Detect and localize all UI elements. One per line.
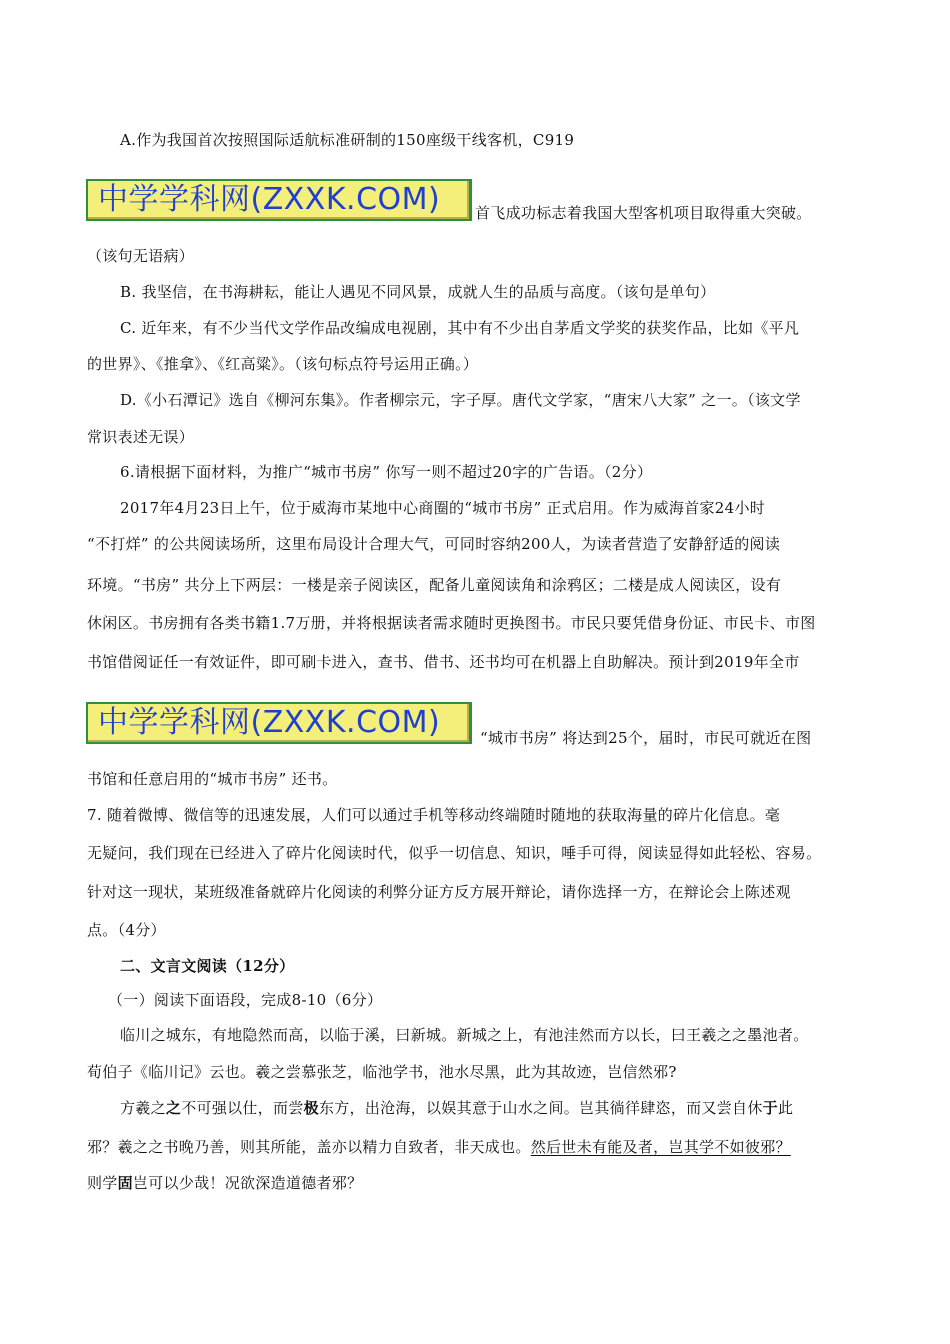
material-line: 书馆和任意启用的“城市书房” 还书。 <box>87 770 338 788</box>
material-line: “不打烊” 的公共阅读场所，这里布局设计合理大气，可同时容纳200人，为读者营造了安静舒适的阅读 <box>87 535 781 553</box>
watermark-logo: 中学学科网(ZXXK.COM) <box>86 179 472 221</box>
bold-character: 极 <box>303 1099 319 1117</box>
line-d: D.《小石潭记》选自《柳河东集》。作者柳宗元，字子厚。唐代文学家，“唐宋八大家” 之一。（该文学 <box>120 391 801 409</box>
question-7-line: 点。（4分） <box>87 921 166 939</box>
material-line: 书馆借阅证任一有效证件，即可刷卡进入，查书、借书、还书均可在机器上自助解决。预计到2019年全市 <box>87 653 800 671</box>
material-line: 环境。“书房” 共分上下两层：一楼是亲子阅读区，配备儿童阅读角和涂鸦区；二楼是成人阅读区，设有 <box>87 576 782 594</box>
passage-line: 则学固岂可以少哉！况欲深造道德者邪？ <box>87 1174 363 1192</box>
material-line: 休闲区。书房拥有各类书籍1.7万册，并将根据读者需求随时更换图书。市民只要凭借身份证、市民卡、市图 <box>87 614 816 632</box>
line-a-cont: 首飞成功标志着我国大型客机项目取得重大突破。 <box>475 204 812 222</box>
watermark-logo: 中学学科网(ZXXK.COM) <box>86 702 472 744</box>
question-7-line: 无疑问，我们现在已经进入了碎片化阅读时代，似乎一切信息、知识，唾手可得，阅读显得如此轻松、容易。 <box>87 844 822 862</box>
question-7-line: 针对这一现状，某班级准备就碎片化阅读的利弊分证方反方展开辩论，请你选择一方，在辩论会上陈述观 <box>87 883 791 901</box>
passage-line: 邪？羲之之书晚乃善，则其所能，盖亦以精力自致者，非天成也。然后世未有能及者，岂其学不如彼邪？ <box>87 1138 791 1156</box>
line-a-note: （该句无语病） <box>87 247 195 265</box>
line-c-cont: 的世界》、《推拿》、《红高粱》。（该句标点符号运用正确。） <box>87 355 479 373</box>
line-c: C. 近年来，有不少当代文学作品改编成电视剧，其中有不少出自茅盾文学奖的获奖作品，比如《平凡 <box>120 319 800 337</box>
line-a: A.作为我国首次按照国际适航标准研制的150座级干线客机，C919 <box>120 131 575 149</box>
material-line: 2017年4月23日上午，位于威海市某地中心商圈的“城市书房” 正式启用。作为威海首家24小时 <box>120 499 766 517</box>
passage-line: 临川之城东，有地隐然而高，以临于溪，曰新城。新城之上，有池洼然而方以长，曰王羲之之墨池者。 <box>120 1026 809 1044</box>
question-6: 6.请根据下面材料，为推广“城市书房” 你写一则不超过20字的广告语。（2分） <box>120 463 653 481</box>
subsection-heading: （一）阅读下面语段，完成8-10（6分） <box>108 991 383 1009</box>
material-line: “城市书房” 将达到25个，届时，市民可就近在图 <box>480 729 812 747</box>
question-7: 7. 随着微博、微信等的迅速发展，人们可以通过手机等移动终端随时随地的获取海量的碎片化信息。毫 <box>87 806 781 824</box>
bold-character: 于 <box>762 1099 778 1117</box>
underlined-sentence: 然后世未有能及者，岂其学不如彼邪？ <box>530 1138 791 1156</box>
line-d-cont: 常识表述无误） <box>87 428 195 446</box>
bold-character: 之 <box>165 1099 182 1117</box>
line-b: B. 我坚信，在书海耕耘，能让人遇见不同风景，成就人生的品质与高度。（该句是单句） <box>120 283 716 301</box>
passage-line: 方羲之之不可强以仕，而尝极东方，出沧海，以娱其意于山水之间。岂其徜徉肆恣，而又尝自休于此 <box>120 1099 794 1117</box>
bold-character: 固 <box>117 1174 133 1192</box>
passage-line: 荀伯子《临川记》云也。羲之尝慕张芝，临池学书，池水尽黑，此为其故迹，岂信然邪? <box>87 1063 677 1081</box>
section-heading: 二、文言文阅读（12分） <box>120 957 295 975</box>
